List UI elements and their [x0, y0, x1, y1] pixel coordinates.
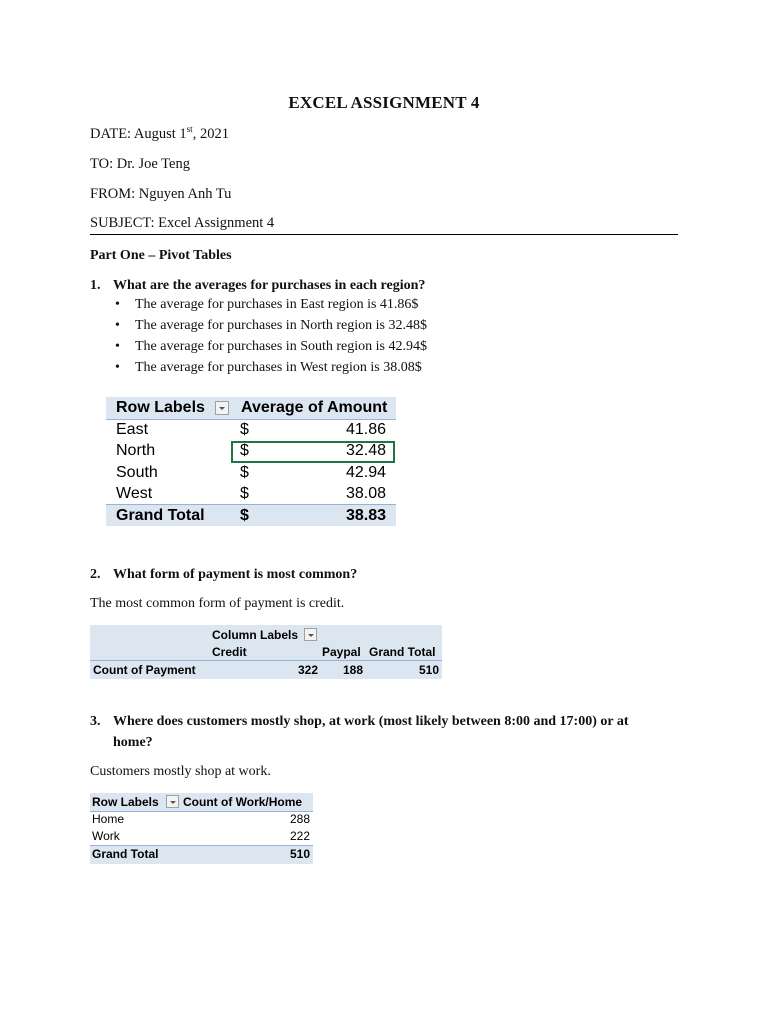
currency-symbol: $: [240, 442, 249, 459]
row-value: 188: [342, 663, 363, 677]
selected-cell[interactable]: [231, 441, 395, 463]
row-label: West: [116, 485, 153, 502]
pivot-table-payment: [90, 625, 442, 678]
column-header: Row Labels: [92, 795, 159, 809]
section-heading: Part One – Pivot Tables: [90, 248, 232, 263]
question-3: [90, 714, 629, 730]
row-label: Work: [92, 829, 120, 843]
row-value: 288: [289, 812, 310, 826]
currency-symbol: $: [240, 464, 249, 481]
list-item: [115, 339, 427, 355]
question-number: 1.: [90, 278, 101, 293]
row-label: Count of Payment: [93, 663, 196, 677]
grand-total-value: 38.83: [345, 507, 386, 524]
bullet-icon: •: [115, 339, 120, 354]
list-item-text: The average for purchases in South region is 42.94$: [135, 339, 427, 354]
filter-dropdown-icon[interactable]: [166, 795, 179, 808]
from-line: FROM: Nguyen Anh Tu: [90, 186, 232, 202]
list-item: [115, 360, 422, 376]
grand-total-value: 510: [289, 847, 310, 861]
row-value: 32.48: [345, 442, 386, 459]
column-labels-header: Column Labels: [212, 628, 299, 642]
question-number: 3.: [90, 714, 101, 729]
grand-total-label: Grand Total: [92, 847, 159, 861]
row-value: 38.08: [345, 485, 386, 502]
date-superscript: st: [186, 124, 193, 134]
date-year: , 2021: [192, 126, 229, 142]
question-3-continued: home?: [113, 735, 153, 750]
filter-dropdown-icon[interactable]: [304, 628, 317, 641]
answer-3: Customers mostly shop at work.: [90, 764, 271, 779]
date-line: [90, 126, 229, 143]
column-header: Credit: [212, 645, 247, 659]
list-item: [115, 318, 427, 334]
currency-symbol: $: [240, 421, 249, 438]
bullet-icon: •: [115, 318, 120, 333]
column-header: Row Labels: [116, 399, 205, 416]
list-item: [115, 297, 418, 313]
answer-2: The most common form of payment is credit.: [90, 596, 345, 611]
question-number: 2.: [90, 567, 101, 582]
row-value: 42.94: [345, 464, 386, 481]
filter-dropdown-icon[interactable]: [215, 401, 229, 415]
row-value: 41.86: [345, 421, 386, 438]
column-header: Grand Total: [369, 645, 436, 659]
list-item-text: The average for purchases in West region is 38.08$: [135, 360, 422, 375]
question-text: What form of payment is most common?: [113, 567, 358, 582]
row-label: East: [116, 421, 149, 438]
row-label: Home: [92, 812, 125, 826]
subject-line: SUBJECT: Excel Assignment 4: [90, 215, 275, 231]
date-label: DATE: August 1: [90, 126, 187, 142]
grand-total-label: Grand Total: [116, 507, 205, 524]
question-2: [90, 567, 357, 583]
currency-symbol: $: [240, 507, 249, 524]
row-label: South: [116, 464, 158, 481]
row-value: 222: [289, 829, 310, 843]
header-divider: [90, 234, 678, 235]
row-value: 322: [297, 663, 318, 677]
question-1: [90, 278, 425, 294]
row-value: 510: [418, 663, 439, 677]
pivot-table-region: [106, 397, 396, 525]
row-label: North: [116, 442, 156, 459]
column-header: Count of Work/Home: [183, 795, 303, 809]
column-header: Paypal: [322, 645, 361, 659]
to-line: TO: Dr. Joe Teng: [90, 156, 190, 172]
list-item-text: The average for purchases in North region is 32.48$: [135, 318, 427, 333]
currency-symbol: $: [240, 485, 249, 502]
bullet-icon: •: [115, 297, 120, 312]
document-title: EXCEL ASSIGNMENT 4: [288, 93, 480, 112]
bullet-icon: •: [115, 360, 120, 375]
list-item-text: The average for purchases in East region is 41.86$: [135, 297, 419, 312]
question-text: What are the averages for purchases in each region?: [113, 278, 426, 293]
pivot-table-work-home: [90, 793, 313, 863]
question-text: Where does customers mostly shop, at work (most likely between 8:00 and 17:00) or at: [113, 714, 629, 729]
column-header: Average of Amount: [241, 399, 388, 416]
